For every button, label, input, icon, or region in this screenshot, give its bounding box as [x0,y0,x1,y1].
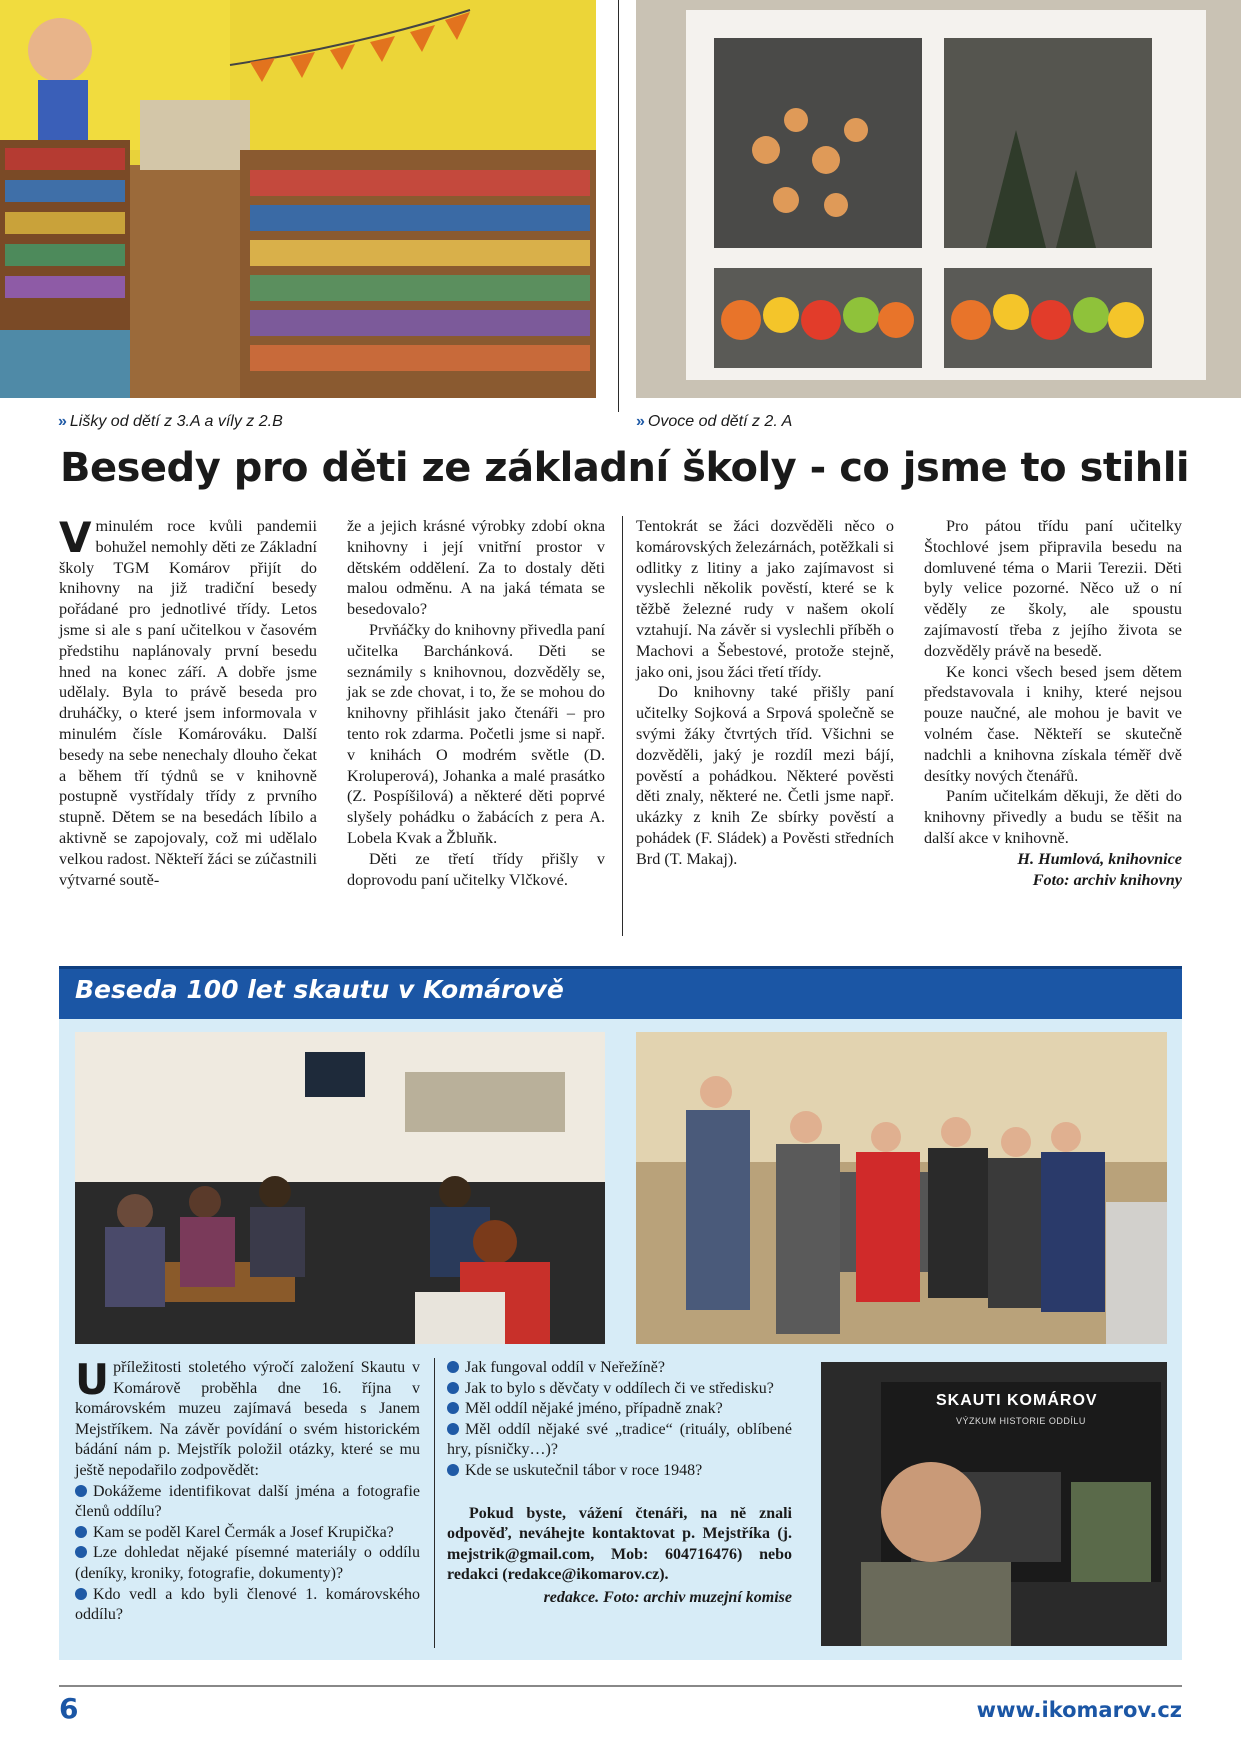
page-number: 6 [59,1692,79,1725]
article2-column-1 [75,1355,420,1626]
website-link[interactable]: www.ikomarov.cz [976,1698,1182,1722]
question-item: Kam se poděl Karel Čermák a Josef Krupička? [75,1523,420,1544]
column-divider [622,516,623,936]
question-item: Kde se uskutečnil tábor v roce 1948? [447,1461,792,1482]
bullet-icon [75,1588,87,1600]
bullet-icon [75,1546,87,1558]
author-signature: H. Humlová, knihovnice [1017,849,1182,868]
question-item: Měl oddíl nějaké své „tradice“ (rituály, oblíbené hry, písničky…)? [447,1420,792,1459]
question-item: Jak fungoval oddíl v Neřežíně? [447,1358,792,1379]
photo-window-fruit-decoration [636,0,1241,398]
paragraph: minulém roce kvůli pandemii bohužel nemohly děti ze Základní školy TGM Komárov přijít do knihovny na již tradiční besedy pořádané pro jednotlivé třídy. Letos jsme si ale s paní učitelkou v časovém předstihu naplánovaly první besedu hned na konec září. A dobře jsme udělaly. Byla to právě beseda pro druháčky, o které jsem informovala v minulém čísle Komárováku. Další besedy na sebe nenechaly dlouho čekat a během tří týdnů se v knihovně postupně vystřídaly třídy z prvního stupně. Dětem se na besedách líbilo a aktivně se zapojovaly, což mi udělalo velkou radost. Někteří žáci se zúčastnili výtvarné soutě- [59,517,318,889]
paragraph: Tentokrát se žáci dozvěděli něco o komárovských železárnách, potěžkali si odlitky z litiny a jako zajímavost si vyslechli několik pověstí, které se k těžbě železné rudy v našem okolí vztahují. Na závěr si vyslechli příběh o Machovi a Šebestové, protože stejně, jako oni, jsou žáci třetí třídy. [636,517,894,681]
photo-caption-left [58,413,283,431]
question-item: Dokážeme identifikovat další jména a fotografie členů oddílu? [75,1482,420,1521]
scout-article-header [59,966,1182,1019]
question-item: Lze dohledat nějaké písemné materiály o oddílu (deníky, kroniky, fotografie, dokumenty)? [75,1544,420,1582]
paragraph: Do knihovny také přišly paní učitelky Sojková a Srpová společně se svými žáky čtvrtých tříd. Všichni se dozvěděli, jaký je rozdíl mezi bájí, pověstí a pohádkou. Některé pověsti děti znaly, některé ne. Četli jsme např. ukázky z knih Ze sbírky pověstí a pohádek (F. Sládek) a Pověsti středních Brd (T. Makaj). [636,683,894,868]
bullet-icon [447,1382,459,1394]
caption-text: Ovoce od dětí z 2. A [647,413,793,430]
poster-title: SKAUTI KOMÁROV [936,1392,1098,1409]
paragraph: Pro pátou třídu paní učitelky Štochlové jsem připravila besedu na domluvené téma o Marii Terezii. Děti byly velice pozorné. Něco už o ní věděly ze školy, ale spoustu zajímavostí třeba z jejího života se dozvěděly právě na besedě. [924,517,1182,660]
article2-column-2 [447,1358,792,1609]
bullet-icon [75,1526,87,1538]
question-item: Kdo vedl a kdo byli členové 1. komárovského oddílu? [75,1585,420,1624]
paragraph: příležitosti stoletého výročí založení Skautu v Komárově proběhla dne 16. října v komárovském muzeu zajímavá beseda s Janem Mejstříkem. Na závěr povídání o svém historickém bádání nám p. Mejstřík položil otázky, které se mu ještě nepodařilo zodpovědět: [75,1359,420,1479]
paragraph: Paním učitelkám děkuji, že děti do knihovny přivedly a budu se těšit na další akce v knihovně. [924,787,1182,847]
article1-column-2 [347,516,605,890]
paragraph: Děti ze třetí třídy přišly v doprovodu paní učitelky Vlčkové. [347,849,605,889]
paragraph: že a jejich krásné výrobky zdobí okna knihovny i její vnitřní prostor v dětském oddělení. Za to dostaly děti malou odměnu. A na jaká témata se besedovalo? [347,517,605,619]
photo-divider [618,0,619,412]
photo-credit: redakce. Foto: archiv muzejní komise [543,1588,792,1606]
bullet-icon [75,1485,87,1497]
article-headline: Besedy pro děti ze základní školy - co jsme to stihli [60,445,1190,491]
paragraph: Ke konci všech besed jsem dětem představovala i knihy, které nejsou pouze naučné, ale mohou je bavit ve volném čase. Někteří se skutečně nadchli a knihovna získala téměř dvě desítky nových čtenářů. [924,662,1182,785]
bullet-icon [447,1402,459,1414]
question-item: Měl oddíl nějaké jméno, případně znak? [447,1399,792,1420]
footer-divider [59,1685,1182,1687]
chevron-icon: » [636,413,642,430]
paragraph: Prvňáčky do knihovny přivedla paní učitelka Barchánková. Děti se seznámily s knihovnou, dozvěděly se, jak se zde chovat, i to, že se mohou do knihovny přihlásit jako čtenáři – pro tento rok zdarma. Početli jsme si např. v knihách O modrém světle (D. Kroluperová), Johanka a malé prasátko (Z. Pospíšilová) a některé děti poprvé slyšely pohádku o žabácích z pera A. Lobela Kvak a Žbluňk. [347,620,605,847]
poster-subtitle: VÝZKUM HISTORIE ODDÍLU [956,1416,1086,1426]
bullet-icon [447,1423,459,1435]
contact-paragraph: Pokud byste, vážení čtenáři, na ně znali odpověď, neváhejte kontaktovat p. Mejstříka (j. mejstrik@gmail.com, Mob: 604716476) nebo redakci (redakce@ikomarov.cz). [447,1504,792,1584]
drop-cap: V [59,513,92,562]
scout-article-title: Beseda 100 let skautu v Komárově [75,975,564,1004]
article1-column-4 [924,516,1182,890]
bullet-icon [447,1361,459,1373]
photo-credit: Foto: archiv knihovny [1032,870,1182,889]
article1-column-3 [636,516,894,870]
caption-text: Lišky od dětí z 3.A a víly z 2.B [69,413,283,430]
drop-cap: U [75,1355,110,1404]
bullet-icon [447,1464,459,1476]
photo-museum-lecture [75,1032,605,1344]
article1-column-1 [59,513,318,890]
photo-caption-right [636,413,792,431]
column-divider [434,1358,435,1648]
photo-library-bookshelves [0,0,596,398]
photo-scout-group [636,1032,1167,1344]
question-item: Jak to bylo s děvčaty v oddílech či ve středisku? [447,1379,792,1400]
chevron-icon: » [58,413,64,430]
